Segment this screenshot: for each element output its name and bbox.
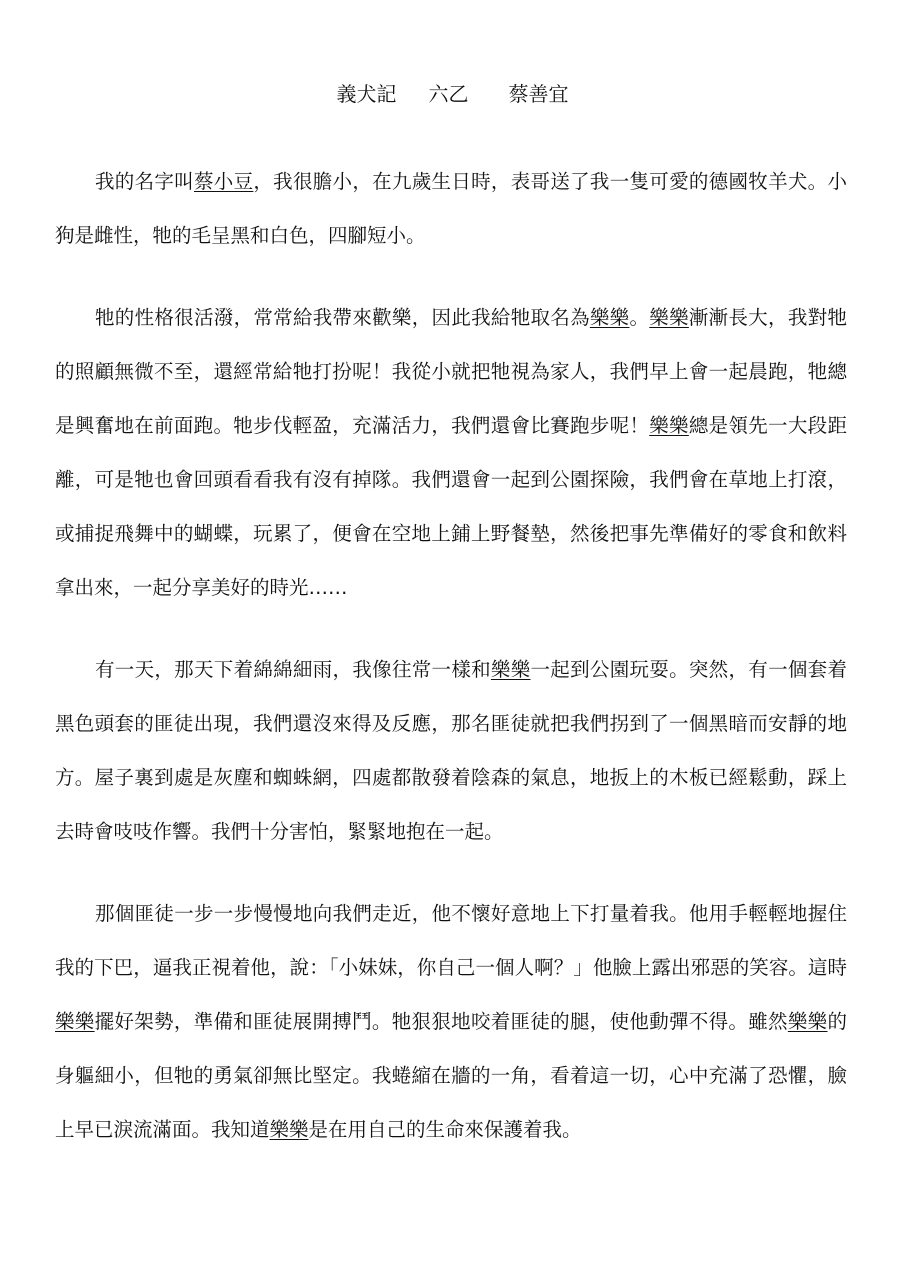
proper-name: 樂樂 [55,1010,95,1033]
essay-heading [0,80,905,108]
text-run: 那個匪徒一步一步慢慢地向我們走近，他不懷好意地上下打量着我。他用手輕輕地握住我的下巴，逼我正視着他，說：「小妹妹，你自己一個人啊？」他臉上露出邪惡的笑容。這時 [55,902,847,979]
proper-name: 樂樂 [490,658,531,681]
text-run: 是在用自己的生命來保護着我。 [308,1118,582,1141]
proper-name: 蔡小豆 [193,170,254,193]
paragraph [55,155,847,263]
essay-title: 義犬記 [336,82,397,106]
text-run: 有一天，那天下着綿綿細雨，我像往常一樣和 [95,658,491,681]
proper-name: 樂樂 [649,414,689,437]
proper-name: 樂樂 [269,1118,309,1141]
paragraph [55,291,847,615]
paragraph [55,643,847,859]
text-run: 。 [629,306,650,329]
text-run: 漸漸長大，我對牠的照顧無微不至，還經常給牠打扮呢！我從小就把牠視為家人，我們早上會一起晨跑，牠總是興奮地在前面跑。牠步伐輕盈，充滿活力，我們還會比賽跑步呢！ [55,306,847,437]
proper-name: 樂樂 [787,1010,828,1033]
text-run: 的身軀細小，但牠的勇氣卻無比堅定。我蜷縮在牆的一角，看着這一切，心中充滿了恐懼，臉上早已淚流滿面。我知道 [55,1010,847,1141]
text-run: 總是領先一大段距離，可是牠也會回頭看看我有沒有掉隊。我們還會一起到公園探險，我們會在草地上打滾，或捕捉飛舞中的蝴蝶，玩累了，便會在空地上鋪上野餐墊，然後把事先準備好的零食和飲料拿出來，一起分享美好的時光…… [55,414,847,599]
text-run: 我的名字叫 [95,170,194,193]
essay-body [55,155,847,1185]
text-run: 牠的性格很活潑，常常給我帶來歡樂，因此我給牠取名為 [95,306,590,329]
text-run: 擺好架勢，準備和匪徒展開搏鬥。牠狠狠地咬着匪徒的腿，使他動彈不得。雖然 [94,1010,788,1033]
author-name: 蔡善宜 [508,82,569,106]
paragraph [55,887,847,1157]
text-run: ，我很膽小，在九歲生日時，表哥送了我一隻可愛的德國牧羊犬。小狗是雌性，牠的毛呈黑和白色，四腳短小。 [55,170,847,247]
proper-name: 樂樂 [589,306,630,329]
proper-name: 樂樂 [649,306,689,329]
class-name: 六乙 [428,82,469,106]
text-run: 一起到公園玩耍。突然，有一個套着黑色頭套的匪徒出現，我們還沒來得及反應，那名匪徒就把我們拐到了一個黑暗而安靜的地方。屋子裏到處是灰塵和蜘蛛網，四處都散發着陰森的氣息，地扳上的木板已經鬆動，踩上去時會吱吱作響。我們十分害怕，緊緊地抱在一起。 [55,658,847,843]
